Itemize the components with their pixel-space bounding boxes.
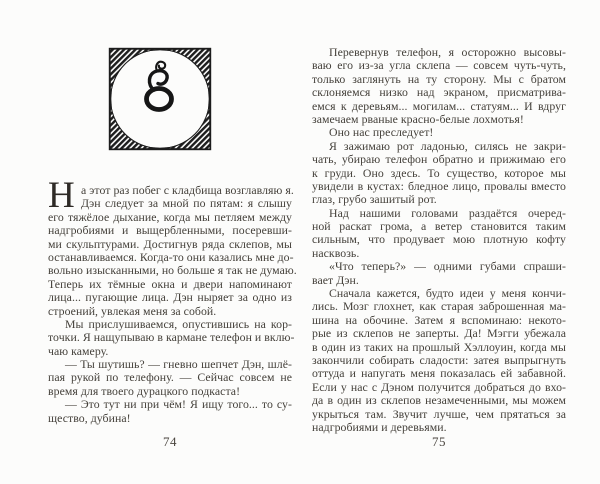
text-line: пая рукой по телефону. — Сейчас совсем не xyxy=(48,370,292,385)
text-line: а этот раз побег с кладбища возглавляю я. xyxy=(81,183,294,197)
text-line: вольно изысканными, но больше я так не думаю. xyxy=(48,263,297,278)
text-line: насквозь. xyxy=(312,245,360,260)
text-line: лица... пугающие лица. Дэн ныряет за одно из xyxy=(48,290,292,305)
text-line: чать, убираю телефон обратно и прижимаю его xyxy=(312,152,566,167)
text-line: ми скульптурами. Достигнув ряда склепов, мы xyxy=(48,236,292,251)
text-line: — Ты шутишь? — гневно шепчет Дэн, шлё- xyxy=(65,357,292,372)
drop-cap: Н xyxy=(48,175,75,216)
text-line: его тяжёлое дыхание, когда мы петляем между xyxy=(48,209,292,224)
text-line: лись. Мозг глохнет, как старая заброшенная ма- xyxy=(312,299,566,314)
chapter-ornament-icon xyxy=(108,47,212,151)
text-line: Если у нас с Дэном получится добраться до вхо- xyxy=(312,379,566,394)
right-page-text xyxy=(312,46,566,434)
chapter-number-glyph xyxy=(147,62,172,110)
left-page-text xyxy=(48,183,297,425)
text-line: чаю камеру. xyxy=(48,343,109,358)
text-line: укрыться там. Звучит лучше, чем прятаться за xyxy=(312,406,566,421)
text-line: шина на обочине. Затем я вспоминаю: некото- xyxy=(312,312,566,327)
text-line: Теперь их тёмные окна и двери напоминают xyxy=(48,276,292,291)
text-line: вает Дэн. xyxy=(312,272,359,287)
text-line: емся к деревьям... могилам... статуям... И вдруг xyxy=(312,98,566,113)
text-line: ваю его из-за угла склепа — совсем чуть-чуть, xyxy=(312,58,566,73)
page-number-right: 75 xyxy=(432,434,446,449)
text-line: замечаем рваные красно-белые лохмотья! xyxy=(312,111,524,126)
text-line: Сначала кажется, будто идеи у меня кончи- xyxy=(329,286,566,301)
text-line: время для твоего дурацкого подкаста! xyxy=(48,383,241,398)
text-line: надгробиями и выщербленными, посеревши- xyxy=(48,223,292,238)
text-line: ной раскат грома, а ветер становится таким xyxy=(312,219,566,234)
text-line: Оно нас преследует! xyxy=(329,125,434,140)
text-line: рые из склепов не заперты. Да! Мэгги убежала xyxy=(312,326,566,341)
text-line: глаз, грубо зашитый рот. xyxy=(312,192,437,207)
text-line: Над нашими головами раздаётся очеред- xyxy=(329,205,566,220)
text-line: склоняемся низко над экраном, присматрива- xyxy=(312,85,566,100)
text-line: останавливаемся. Когда-то они казались мне до- xyxy=(48,249,294,264)
text-line: — Это тут ни при чём! Я ищу того... то су- xyxy=(65,397,292,412)
text-line: увидели в кустах: бледное лицо, провалы вместо xyxy=(312,178,566,193)
page-number-left: 74 xyxy=(163,434,177,449)
text-line: щество, дубина! xyxy=(48,410,131,425)
text-line: точки. Я нащупываю в кармане телефон и вклю- xyxy=(48,330,295,345)
text-line: только заглянуть на ту сторону. Мы с братом xyxy=(312,71,566,86)
text-line: Перевернув телефон, я осторожно высовы- xyxy=(329,45,566,59)
text-line: закончили собирать сладости: затея выпрыгнуть xyxy=(312,352,566,367)
text-line: «Что теперь?» — одними губами спраши- xyxy=(329,259,566,274)
text-line: надгробиями и деревьями. xyxy=(312,419,447,434)
text-line: Дэн следует за мной по пятам: я слышу xyxy=(81,196,292,211)
text-line: сильным, что продувает мою плотную кофту xyxy=(312,232,566,247)
text-line: Я зажимаю рот ладонью, силясь не закри- xyxy=(329,138,566,153)
text-line: Мы прислушиваемся, опустившись на кор- xyxy=(65,316,292,331)
text-line: оттуда и напугать меня показалась ей забавной. xyxy=(312,366,566,381)
text-line: к груди. Оно здесь. То существо, которое мы xyxy=(312,165,566,180)
text-line: да в один из склепов незамеченными, мы можем xyxy=(312,393,566,408)
text-line: строений, увлекая меня за собой. xyxy=(48,303,217,318)
text-line: в один из таких на прошлый Хэллоуин, когда мы xyxy=(312,339,566,354)
